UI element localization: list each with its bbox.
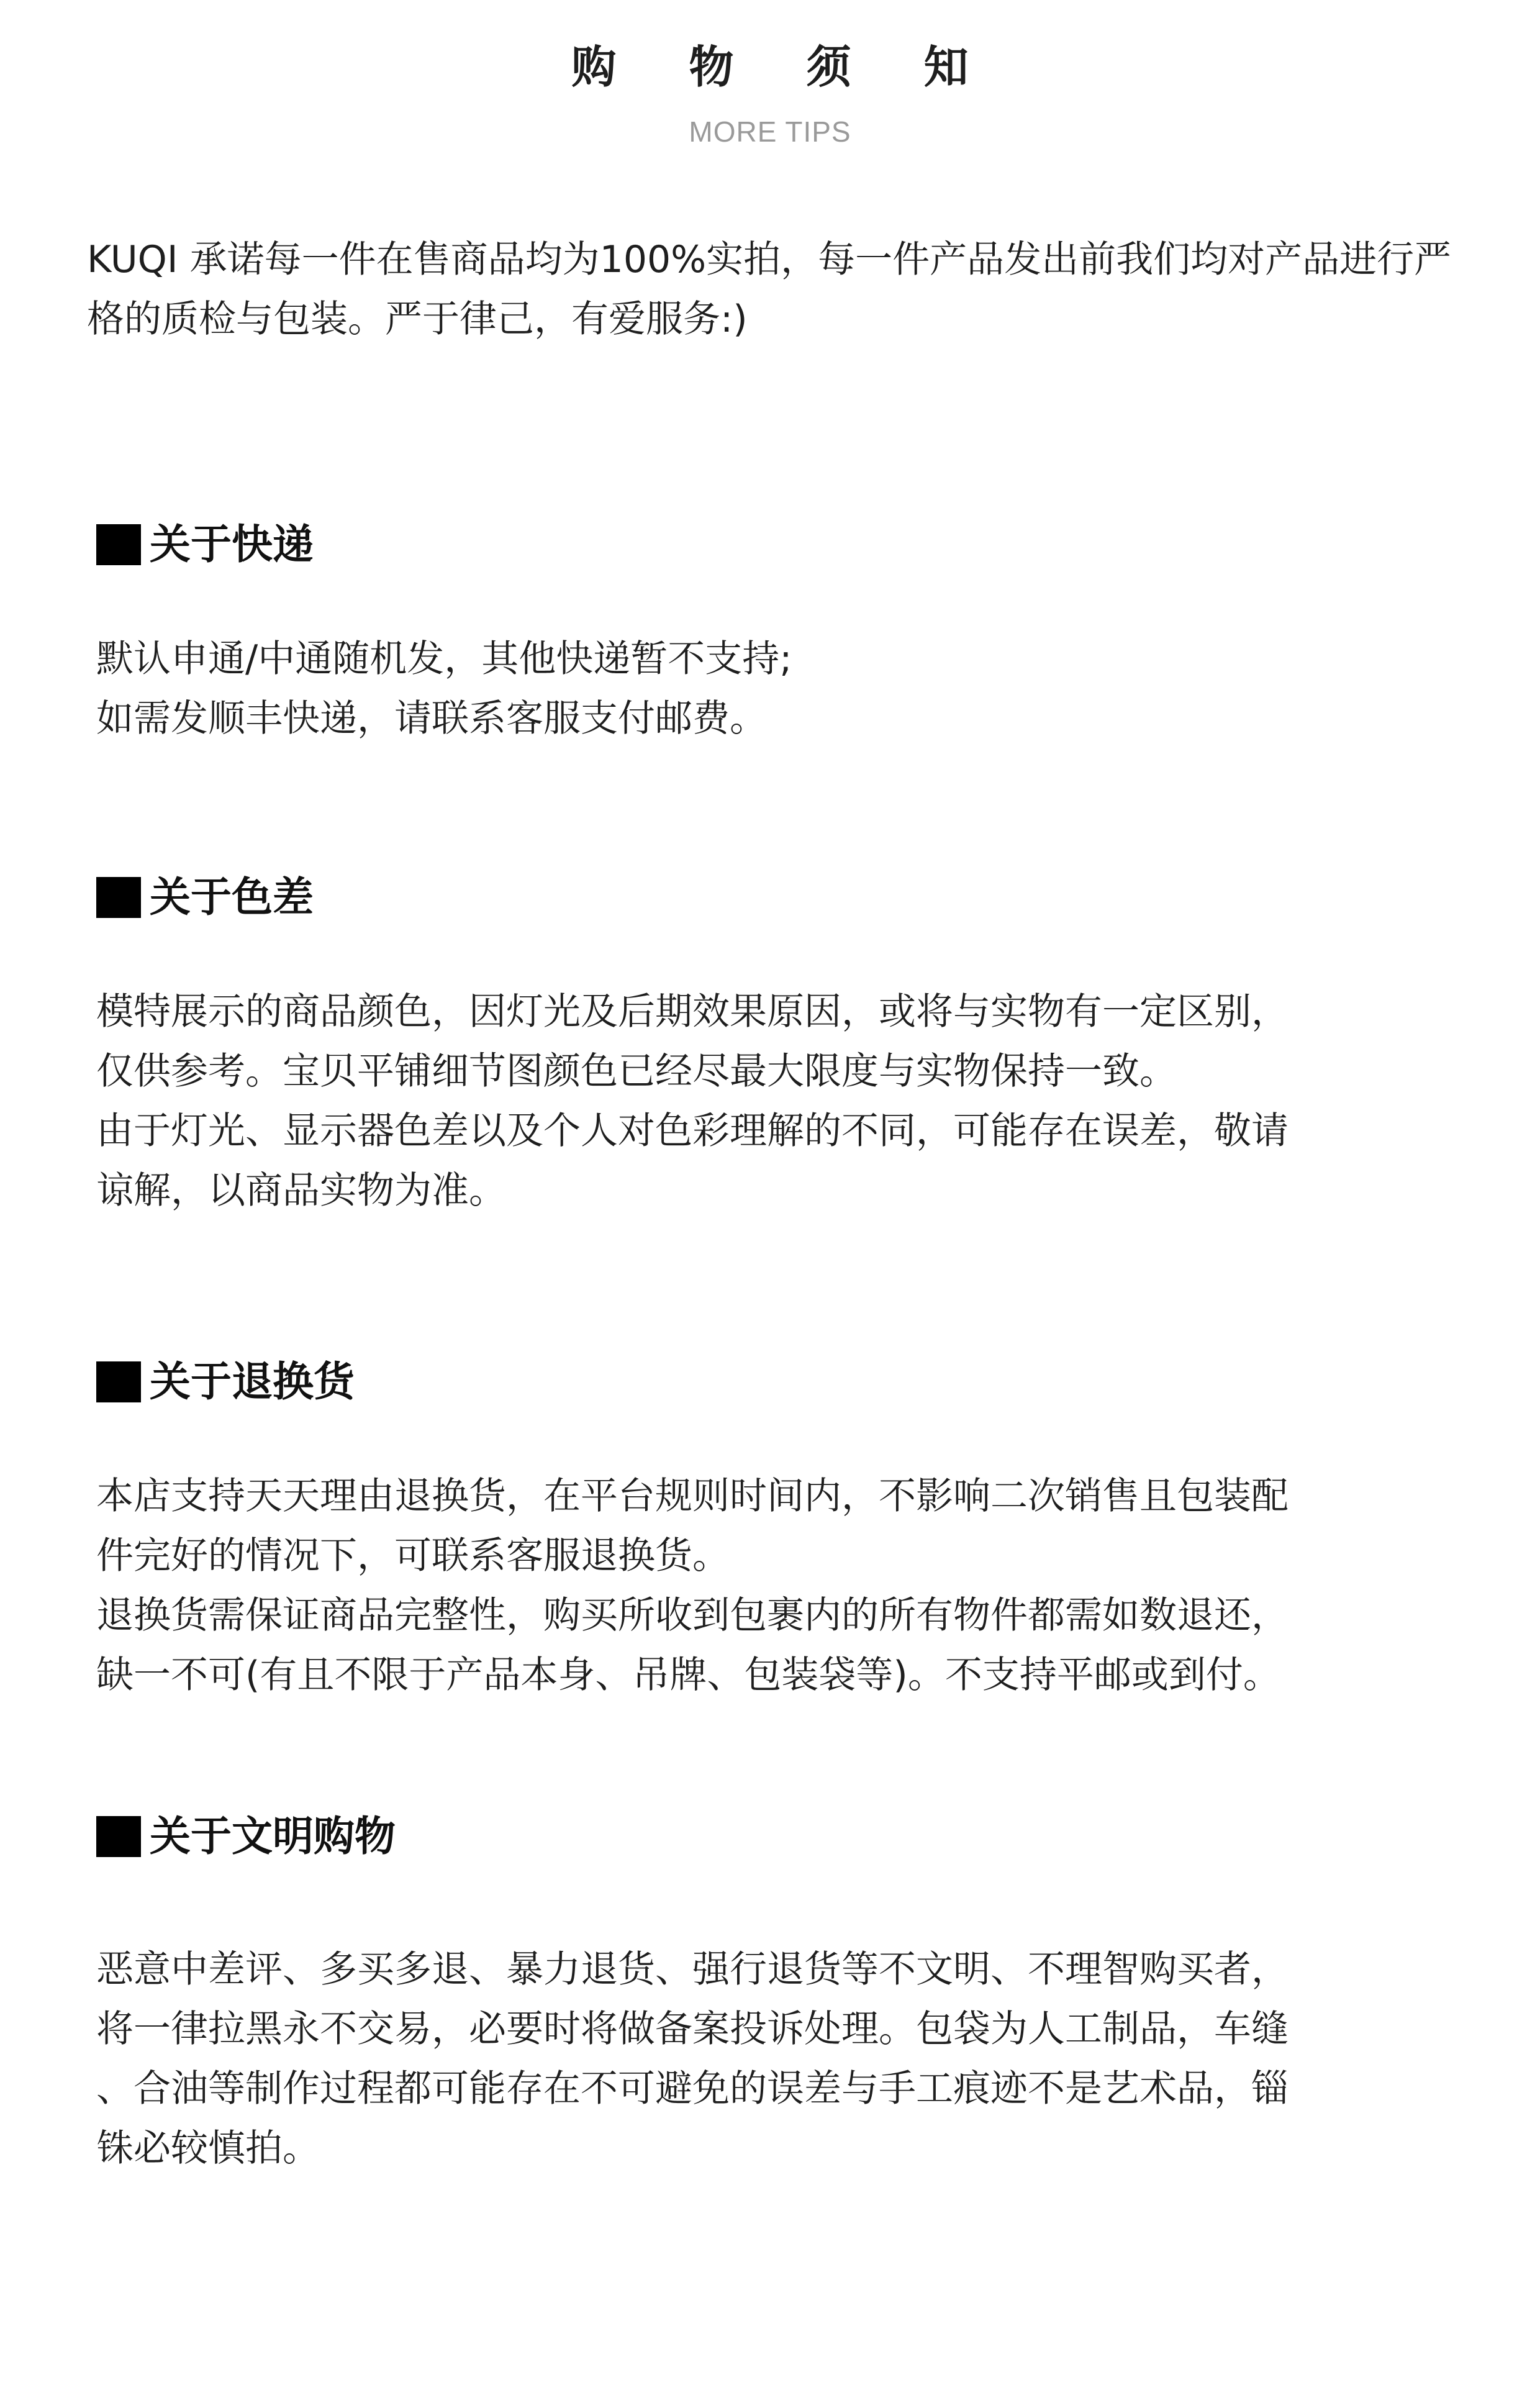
section-heading xyxy=(96,1351,1431,1413)
body-line: 退换货需保证商品完整性，购买所收到包裹内的所有物件都需如数退还， xyxy=(96,1594,1289,1637)
section-express xyxy=(96,514,1431,748)
body-line: 铢必较慎拍。 xyxy=(96,2127,320,2170)
section-color xyxy=(96,866,1431,1220)
body-line: 谅解，以商品实物为准。 xyxy=(96,1169,506,1212)
body-line: 将一律拉黑永不交易，必要时将做备案投诉处理。包袋为人工制品，车缝 xyxy=(96,2007,1289,2051)
section-body xyxy=(96,629,1431,748)
black-square-icon xyxy=(96,1361,141,1402)
section-body xyxy=(96,1466,1431,1705)
body-line: 模特展示的商品颜色，因灯光及后期效果原因，或将与实物有一定区别， xyxy=(96,990,1289,1034)
page-title: 购 物 须 知 xyxy=(571,41,997,93)
section-return xyxy=(96,1351,1431,1705)
black-square-icon xyxy=(96,1816,141,1857)
body-line: 缺一不可(有且不限于产品本身、吊牌、包装袋等)。不支持平邮或到付。 xyxy=(96,1653,1280,1697)
section-body xyxy=(96,1940,1431,2178)
section-heading xyxy=(96,866,1431,929)
intro-paragraph: KUQI 承诺每一件在售商品均为100%实拍，每一件产品发出前我们均对产品进行严格的质检与包装。严于律己，有爱服务:) xyxy=(87,238,1452,341)
section-heading xyxy=(96,1806,1431,1868)
section-heading xyxy=(96,514,1431,576)
black-square-icon xyxy=(96,524,141,565)
section-heading-text: 关于退换货 xyxy=(150,1358,355,1406)
page-subtitle: MORE TIPS xyxy=(689,116,851,148)
section-civil xyxy=(96,1806,1431,2178)
body-line: 本店支持天天理由退换货，在平台规则时间内，不影响二次销售且包装配 xyxy=(96,1474,1289,1518)
section-heading-text: 关于文明购物 xyxy=(150,1812,396,1860)
body-line: 如需发顺丰快递，请联系客服支付邮费。 xyxy=(96,697,767,740)
body-line: 默认申通/中通随机发，其他快递暂不支持; xyxy=(96,637,792,681)
body-line: 恶意中差评、多买多退、暴力退货、强行退货等不文明、不理智购买者， xyxy=(96,1948,1289,1991)
body-line: 由于灯光、显示器色差以及个人对色彩理解的不同，可能存在误差，敬请 xyxy=(96,1109,1289,1153)
body-line: 、合油等制作过程都可能存在不可避免的误差与手工痕迹不是艺术品，锱 xyxy=(96,2067,1289,2110)
section-heading-text: 关于快递 xyxy=(150,520,314,568)
section-heading-text: 关于色差 xyxy=(150,873,314,921)
section-body xyxy=(96,982,1431,1220)
body-line: 仅供参考。宝贝平铺细节图颜色已经尽最大限度与实物保持一致。 xyxy=(96,1050,1177,1093)
black-square-icon xyxy=(96,877,141,918)
body-line: 件完好的情况下，可联系客服退换货。 xyxy=(96,1534,730,1578)
